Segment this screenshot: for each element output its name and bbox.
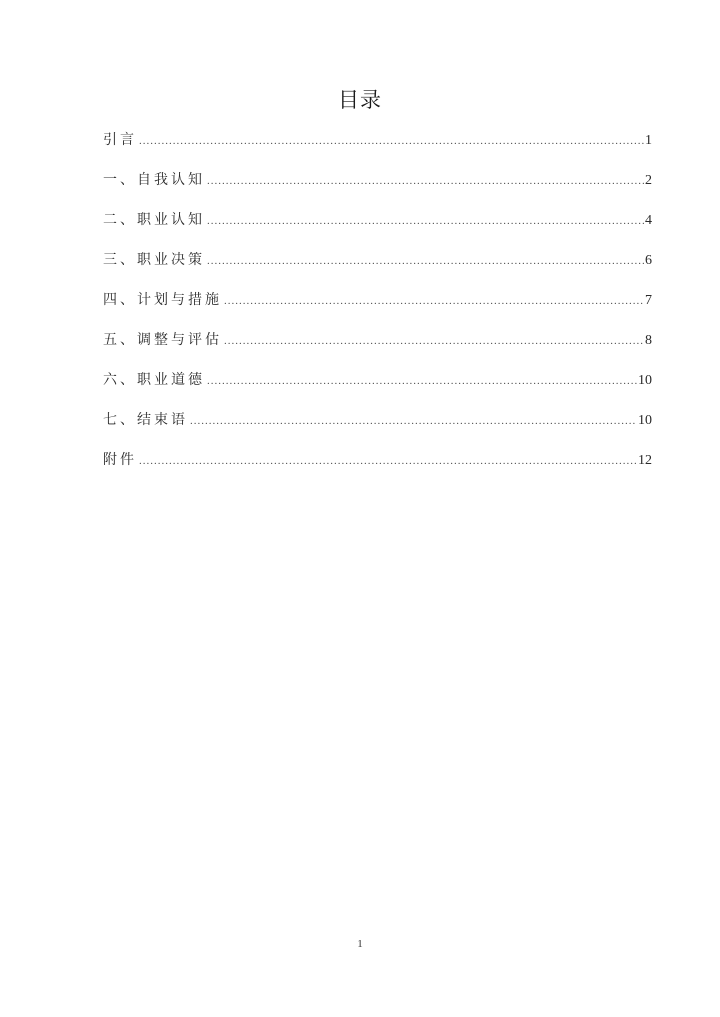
toc-entry-label: 二、职业认知: [103, 213, 205, 228]
toc-entry-label: 七、结束语: [103, 413, 188, 428]
toc-entry-label: 五、调整与评估: [103, 333, 222, 348]
toc-entry-page: 12: [638, 453, 652, 468]
toc-entry-label: 四、计划与措施: [103, 293, 222, 308]
toc-entry: [103, 410, 652, 450]
toc-dot-leader: [224, 330, 644, 352]
toc-title: 目录: [338, 88, 382, 112]
toc-entry: [103, 370, 652, 410]
toc-entry-label: 三、职业决策: [103, 253, 205, 268]
toc-entry-page: 1: [645, 133, 652, 148]
page-number: 1: [357, 938, 363, 950]
toc-dot-leader: [139, 450, 637, 472]
toc-entry: [103, 290, 652, 330]
toc-dot-leader: [207, 370, 637, 392]
toc-entry-label: 一、自我认知: [103, 173, 205, 188]
toc-dot-leader: [139, 130, 644, 152]
toc-entry: [103, 330, 652, 370]
toc-entry-page: 10: [638, 413, 652, 428]
toc-entry: [103, 210, 652, 250]
toc-dot-leader: [224, 290, 644, 312]
toc-entry-label: 引言: [103, 133, 137, 148]
toc-entry-label: 附件: [103, 453, 137, 468]
toc-entry-page: 4: [645, 213, 652, 228]
toc-entry-page: 7: [645, 293, 652, 308]
toc-dot-leader: [190, 410, 637, 432]
toc-dot-leader: [207, 170, 644, 192]
toc-entry-page: 8: [645, 333, 652, 348]
toc-entry-label: 六、职业道德: [103, 373, 205, 388]
toc-list: [103, 130, 652, 490]
toc-entry-page: 10: [638, 373, 652, 388]
toc-entry-page: 6: [645, 253, 652, 268]
toc-entry: [103, 170, 652, 210]
toc-entry-page: 2: [645, 173, 652, 188]
toc-entry: [103, 450, 652, 490]
toc-entry: [103, 250, 652, 290]
toc-dot-leader: [207, 210, 644, 232]
toc-entry: [103, 130, 652, 170]
toc-dot-leader: [207, 250, 644, 272]
